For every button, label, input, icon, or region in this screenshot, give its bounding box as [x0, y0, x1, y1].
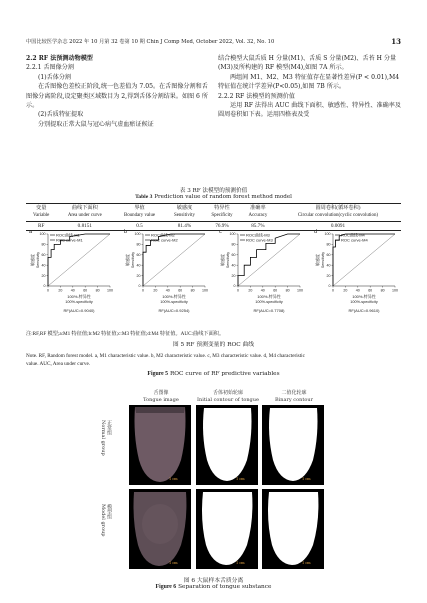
roc-chart-d: [311, 226, 403, 330]
y-tick-label: 60: [41, 253, 46, 257]
initial-contour-normal: [196, 405, 258, 485]
table-header: 曲线下面积: [56, 204, 113, 213]
fig5-note-en-2: value. AUC, Area under curve.: [26, 361, 91, 367]
col-label-binary-contour: [254, 390, 334, 403]
roc-chart-c: [216, 226, 308, 330]
contour-shape: [196, 489, 258, 569]
fig5-caption-cn: 图 5 RF 预测变量的 ROC 曲线: [172, 342, 255, 348]
y-tick-label: 20: [41, 273, 46, 278]
table-header: Boundary value: [113, 212, 166, 221]
table-caption-en: [26, 194, 401, 200]
fig5-caption-en: [26, 371, 401, 377]
x-tick-label: 20: [58, 288, 63, 293]
running-header: [26, 38, 401, 45]
x-tick-label: 0: [237, 288, 239, 293]
y-axis-label-en: Sensitivity: [321, 251, 325, 269]
y-tick-label: 0: [138, 284, 141, 289]
table-header: Circular convolution(cyclic convolution): [275, 212, 401, 221]
y-axis-label-cn: 敏感度: [315, 254, 320, 266]
fig6-caption-en-label: Figure 6: [155, 584, 177, 590]
col-label-en: Tongue image: [143, 396, 179, 403]
col-label-cn: 二值化轮廓: [281, 390, 307, 396]
left-column: [26, 54, 210, 129]
row-label-normal: [100, 420, 112, 456]
fig5-note-cn: 注:RF,RF 模型;a:M1 特征值;b:M2 特征值;c:M3 特征值;d:M4 特征值。AUC:曲线下面积。: [26, 331, 225, 337]
binary-contour-normal: [262, 405, 324, 485]
table-header: 准确率: [241, 204, 275, 213]
table-header-row-en: [26, 212, 401, 221]
y-tick-label: 60: [231, 253, 236, 257]
x-axis-label-en: 100%-specificity: [350, 300, 378, 304]
table-cell: 81.4%: [166, 221, 203, 230]
y-axis-label-en: Sensitivity: [36, 251, 40, 269]
right-para-2: 两组间 M1、M2、M3 特征值存在显著性差异(P < 0.01),M4 特征值在统计学差异(P<0.05),如图 7B 所示。: [218, 73, 400, 91]
x-tick-label: 0: [332, 288, 334, 293]
x-tick-label: 40: [260, 288, 265, 293]
col-label-cn: 舌图像: [153, 390, 169, 396]
table-caption-en-text: Prediction value of random forest method model: [154, 194, 292, 200]
legend-entry: ROC曲线-M4: [341, 232, 365, 238]
y-tick-label: 60: [136, 253, 141, 257]
scale-bar: 1 cm: [302, 561, 311, 565]
tongue-shape: [129, 405, 191, 485]
table-header: 界值: [113, 204, 166, 213]
item2-body: 分别提取正常大鼠与冠心病气虚血瘀证候证: [38, 120, 154, 128]
contour-shape: [196, 405, 258, 485]
roc-chart-b: [121, 226, 213, 330]
tongue-image-model: [129, 489, 191, 569]
fig6-caption-cn: 图 6 大鼠样本舌质分离: [183, 578, 244, 584]
table-cell: 0.0091: [275, 221, 401, 230]
section-heading: 2.2 RF 法预测动物模型: [26, 55, 93, 62]
y-tick-label: 100: [229, 232, 236, 237]
y-tick-label: 100: [39, 232, 46, 237]
table-header: Sensitivity: [166, 212, 203, 221]
table-header: Specificity: [203, 212, 241, 221]
panel-label: c: [219, 229, 222, 235]
x-axis-label-cn: 100%-特异性: [162, 294, 186, 299]
x-tick-label: 100: [202, 288, 208, 293]
table-header: 圆周卷积(循环卷积): [275, 204, 401, 213]
x-tick-label: 0: [142, 288, 144, 293]
scale-bar: 1 cm: [169, 561, 178, 565]
table-cell: 0.5: [113, 221, 166, 230]
legend-entry: ROC curve-M4: [341, 237, 368, 243]
x-tick-label: 20: [248, 288, 253, 293]
y-tick-label: 80: [326, 242, 331, 247]
scale-bar: 1 cm: [236, 561, 245, 565]
table-cell: 76.9%: [203, 221, 241, 230]
legend-entry: ROC曲线-M3: [246, 232, 270, 238]
y-tick-label: 80: [231, 242, 236, 247]
page-number: 13: [391, 37, 401, 46]
fig6-caption-en: [26, 584, 401, 590]
x-tick-label: 60: [178, 288, 183, 293]
row-label-en: Normal group: [100, 420, 106, 456]
y-axis-label-en: Sensitivity: [131, 251, 135, 269]
x-tick-label: 40: [165, 288, 170, 293]
y-axis-label-cn: 敏感度: [125, 254, 130, 266]
x-axis-label-en: 100%-specificity: [65, 300, 93, 304]
x-tick-label: 80: [380, 288, 385, 293]
x-tick-label: 60: [83, 288, 88, 293]
initial-contour-model: [196, 489, 258, 569]
roc-figure: [26, 226, 401, 330]
x-tick-label: 100: [107, 288, 113, 293]
right-subsection-heading: 2.2.2 RF 法模型的预测价值: [218, 92, 295, 100]
auc-label: RF(AUC=0.9254): [158, 308, 190, 313]
y-tick-label: 20: [326, 273, 331, 278]
y-tick-label: 0: [43, 284, 46, 289]
auc-label: RF(AUC=0.9040): [63, 308, 95, 313]
x-axis-label-cn: 100%-特异性: [352, 294, 376, 299]
fig5-note-en-1: Note. RF, Random forest model. a, M1 characteristic value. b, M2 characteristic value. c, M3 characteristic value. d, M4 characteristic: [26, 353, 305, 359]
table-cell: 0.8151: [56, 221, 113, 230]
right-para-3: 运用 RF 法得出 AUC 曲线下面积、敏感性、特异性、准确率及圆周卷积如下表。运用四格表及受: [218, 102, 401, 119]
x-tick-label: 20: [153, 288, 158, 293]
panel-label: b: [124, 229, 128, 235]
scale-bar: 1 cm: [236, 477, 245, 481]
y-tick-label: 40: [231, 263, 236, 268]
fig5-caption-en-text: ROC curve of RF predictive variables: [169, 371, 280, 377]
table-header: 变量: [26, 204, 56, 213]
y-tick-label: 40: [41, 263, 46, 268]
legend-entry: ROC curve-M1: [56, 237, 83, 243]
table-caption-en-label: Table 3: [135, 194, 153, 200]
table-header: Variable: [26, 212, 56, 221]
table-caption-cn: 表 3 RF 法模型的预测价值: [179, 188, 248, 194]
table-header-row-cn: [26, 204, 401, 213]
legend-entry: ROC curve-M2: [151, 237, 178, 243]
table-header: 特异性: [203, 204, 241, 213]
fig6-caption-en-text: Separation of tongue substance: [178, 584, 272, 590]
x-tick-label: 20: [343, 288, 348, 293]
x-tick-label: 40: [355, 288, 360, 293]
tongue-image-normal: [129, 405, 191, 485]
subsection-heading: 2.2.1 舌图像分割: [26, 64, 74, 72]
auc-label: RF(AUC=0.9610): [348, 308, 380, 313]
binary-shape: [262, 489, 324, 569]
y-axis-label-cn: 敏感度: [220, 254, 225, 266]
row-label-en: Model group: [100, 504, 106, 537]
item1-title: (1)舌体分割: [38, 73, 72, 81]
row-label-model: [100, 504, 112, 537]
item2-title: (2)舌质特征提取: [38, 111, 84, 119]
legend-entry: ROC曲线-M1: [56, 232, 80, 238]
panel-label: a: [29, 229, 33, 235]
roc-chart-a: [26, 226, 118, 330]
y-axis-label-cn: 敏感度: [30, 254, 35, 266]
y-tick-label: 0: [328, 284, 331, 289]
y-tick-label: 40: [136, 263, 141, 268]
x-tick-label: 100: [392, 288, 398, 293]
panel-label: d: [314, 229, 318, 235]
y-axis-label-en: Sensitivity: [226, 251, 230, 269]
x-tick-label: 80: [285, 288, 290, 293]
fig5-caption-en-label: Figure 5: [147, 371, 169, 377]
y-tick-label: 20: [136, 273, 141, 278]
auc-label: RF(AUC=0.7708): [253, 308, 285, 313]
x-tick-label: 0: [47, 288, 49, 293]
y-tick-label: 80: [41, 242, 46, 247]
table-cell: 85.7%: [241, 221, 275, 230]
scale-bar: 1 cm: [302, 477, 311, 481]
x-tick-label: 60: [273, 288, 278, 293]
table-cell: RF: [26, 221, 56, 230]
col-label-en: Initial contour of tongue: [197, 396, 259, 403]
y-tick-label: 40: [326, 263, 331, 268]
y-tick-label: 100: [134, 232, 141, 237]
y-tick-label: 20: [231, 273, 236, 278]
legend-entry: ROC curve-M3: [246, 237, 273, 243]
col-label-en: Binary contour: [275, 396, 313, 403]
x-axis-label-cn: 100%-特异性: [67, 294, 91, 299]
row-label-cn: 正常组: [106, 420, 112, 435]
x-axis-label-cn: 100%-特异性: [257, 294, 281, 299]
binary-contour-model: [262, 489, 324, 569]
x-axis-label-en: 100%-specificity: [255, 300, 283, 304]
row-label-cn: 模型组: [106, 504, 112, 519]
table-header: 敏感度: [166, 204, 203, 213]
y-tick-label: 80: [136, 242, 141, 247]
y-tick-label: 100: [324, 232, 331, 237]
y-tick-label: 0: [233, 284, 236, 289]
col-label-cn: 舌体初始轮廓: [212, 390, 243, 396]
right-column: [218, 54, 402, 120]
table-header: Accuracy: [241, 212, 275, 221]
journal-header: 中国比较医学杂志 2022 年 10 月第 32 卷第 10 期 Chin J Comp Med, October 2022, Vol. 32, No. 10: [26, 39, 275, 45]
x-tick-label: 80: [95, 288, 100, 293]
item1-body: 在舌图像色差校正阶段,统一色差值为 7.05。在舌图像分割和舌图像分离阶段,设定聚类区域数目为 2,得到舌体分割结果。如图 6 所示。: [26, 83, 208, 110]
x-axis-label-en: 100%-specificity: [160, 300, 188, 304]
x-tick-label: 40: [70, 288, 75, 293]
binary-shape: [262, 405, 324, 485]
y-tick-label: 60: [326, 253, 331, 257]
tongue-shape: [129, 489, 191, 569]
x-tick-label: 60: [368, 288, 373, 293]
scale-bar: 1 cm: [169, 477, 178, 481]
legend-entry: ROC曲线-M2: [151, 232, 175, 238]
x-tick-label: 80: [190, 288, 195, 293]
table-header: Area under curve: [56, 212, 113, 221]
x-tick-label: 100: [297, 288, 303, 293]
right-para-1: 结合模型大鼠舌质 H 分量(M1)、舌质 S 分量(M2)、舌苔 H 分量(M3)及所构建的 RF 模型(M4),如图 7A 所示。: [218, 55, 397, 72]
